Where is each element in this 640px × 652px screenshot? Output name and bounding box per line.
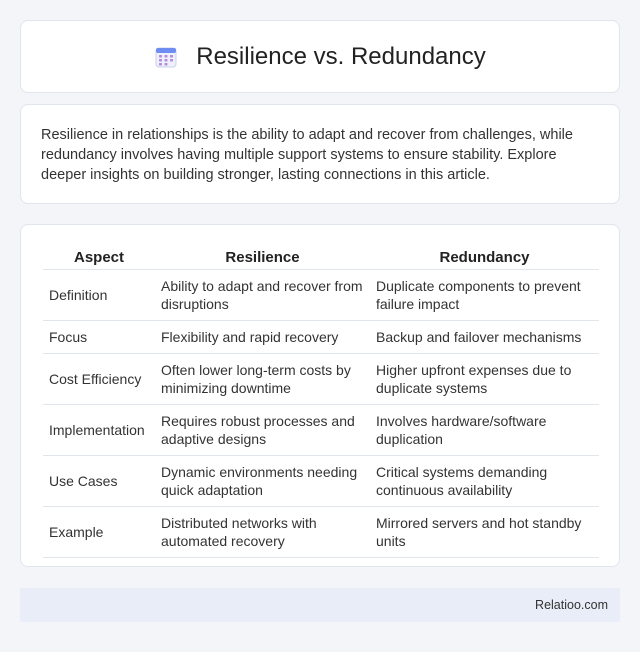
cell-aspect: Example [43,507,155,558]
header-aspect: Aspect [43,245,155,270]
table-row [43,270,599,321]
table-row [43,507,599,558]
comparison-card [20,224,620,567]
table-row [43,321,599,354]
cell-aspect: Focus [43,321,155,354]
intro-card [20,104,620,204]
calendar-icon [154,45,178,69]
intro-text: Resilience in relationships is the ability to adapt and recover from challenges, while redundancy involves having multiple support systems to ensure stability. Explore deeper insights on building stronger, lasting connections in this article. [41,127,573,183]
cell-aspect: Implementation [43,405,155,456]
table-row [43,456,599,507]
comparison-table [43,245,599,558]
page-title: Resilience vs. Redundancy [196,42,486,70]
cell-aspect: Definition [43,270,155,321]
cell-redundancy: Duplicate components to prevent failure impact [370,270,599,321]
table-header-row [43,245,599,270]
footer-brand[interactable]: Relatioo.com [535,598,608,612]
cell-redundancy: Involves hardware/software duplication [370,405,599,456]
cell-resilience: Distributed networks with automated recovery [155,507,370,558]
cell-resilience: Flexibility and rapid recovery [155,321,370,354]
header-resilience: Resilience [155,245,370,270]
title-card [20,20,620,93]
cell-resilience: Ability to adapt and recover from disruptions [155,270,370,321]
cell-redundancy: Mirrored servers and hot standby units [370,507,599,558]
cell-redundancy: Critical systems demanding continuous availability [370,456,599,507]
cell-resilience: Often lower long-term costs by minimizing downtime [155,354,370,405]
header-redundancy: Redundancy [370,245,599,270]
cell-redundancy: Higher upfront expenses due to duplicate systems [370,354,599,405]
cell-aspect: Cost Efficiency [43,354,155,405]
footer-bar [20,588,620,622]
table-row [43,405,599,456]
cell-aspect: Use Cases [43,456,155,507]
cell-resilience: Dynamic environments needing quick adaptation [155,456,370,507]
cell-redundancy: Backup and failover mechanisms [370,321,599,354]
cell-resilience: Requires robust processes and adaptive designs [155,405,370,456]
table-row [43,354,599,405]
